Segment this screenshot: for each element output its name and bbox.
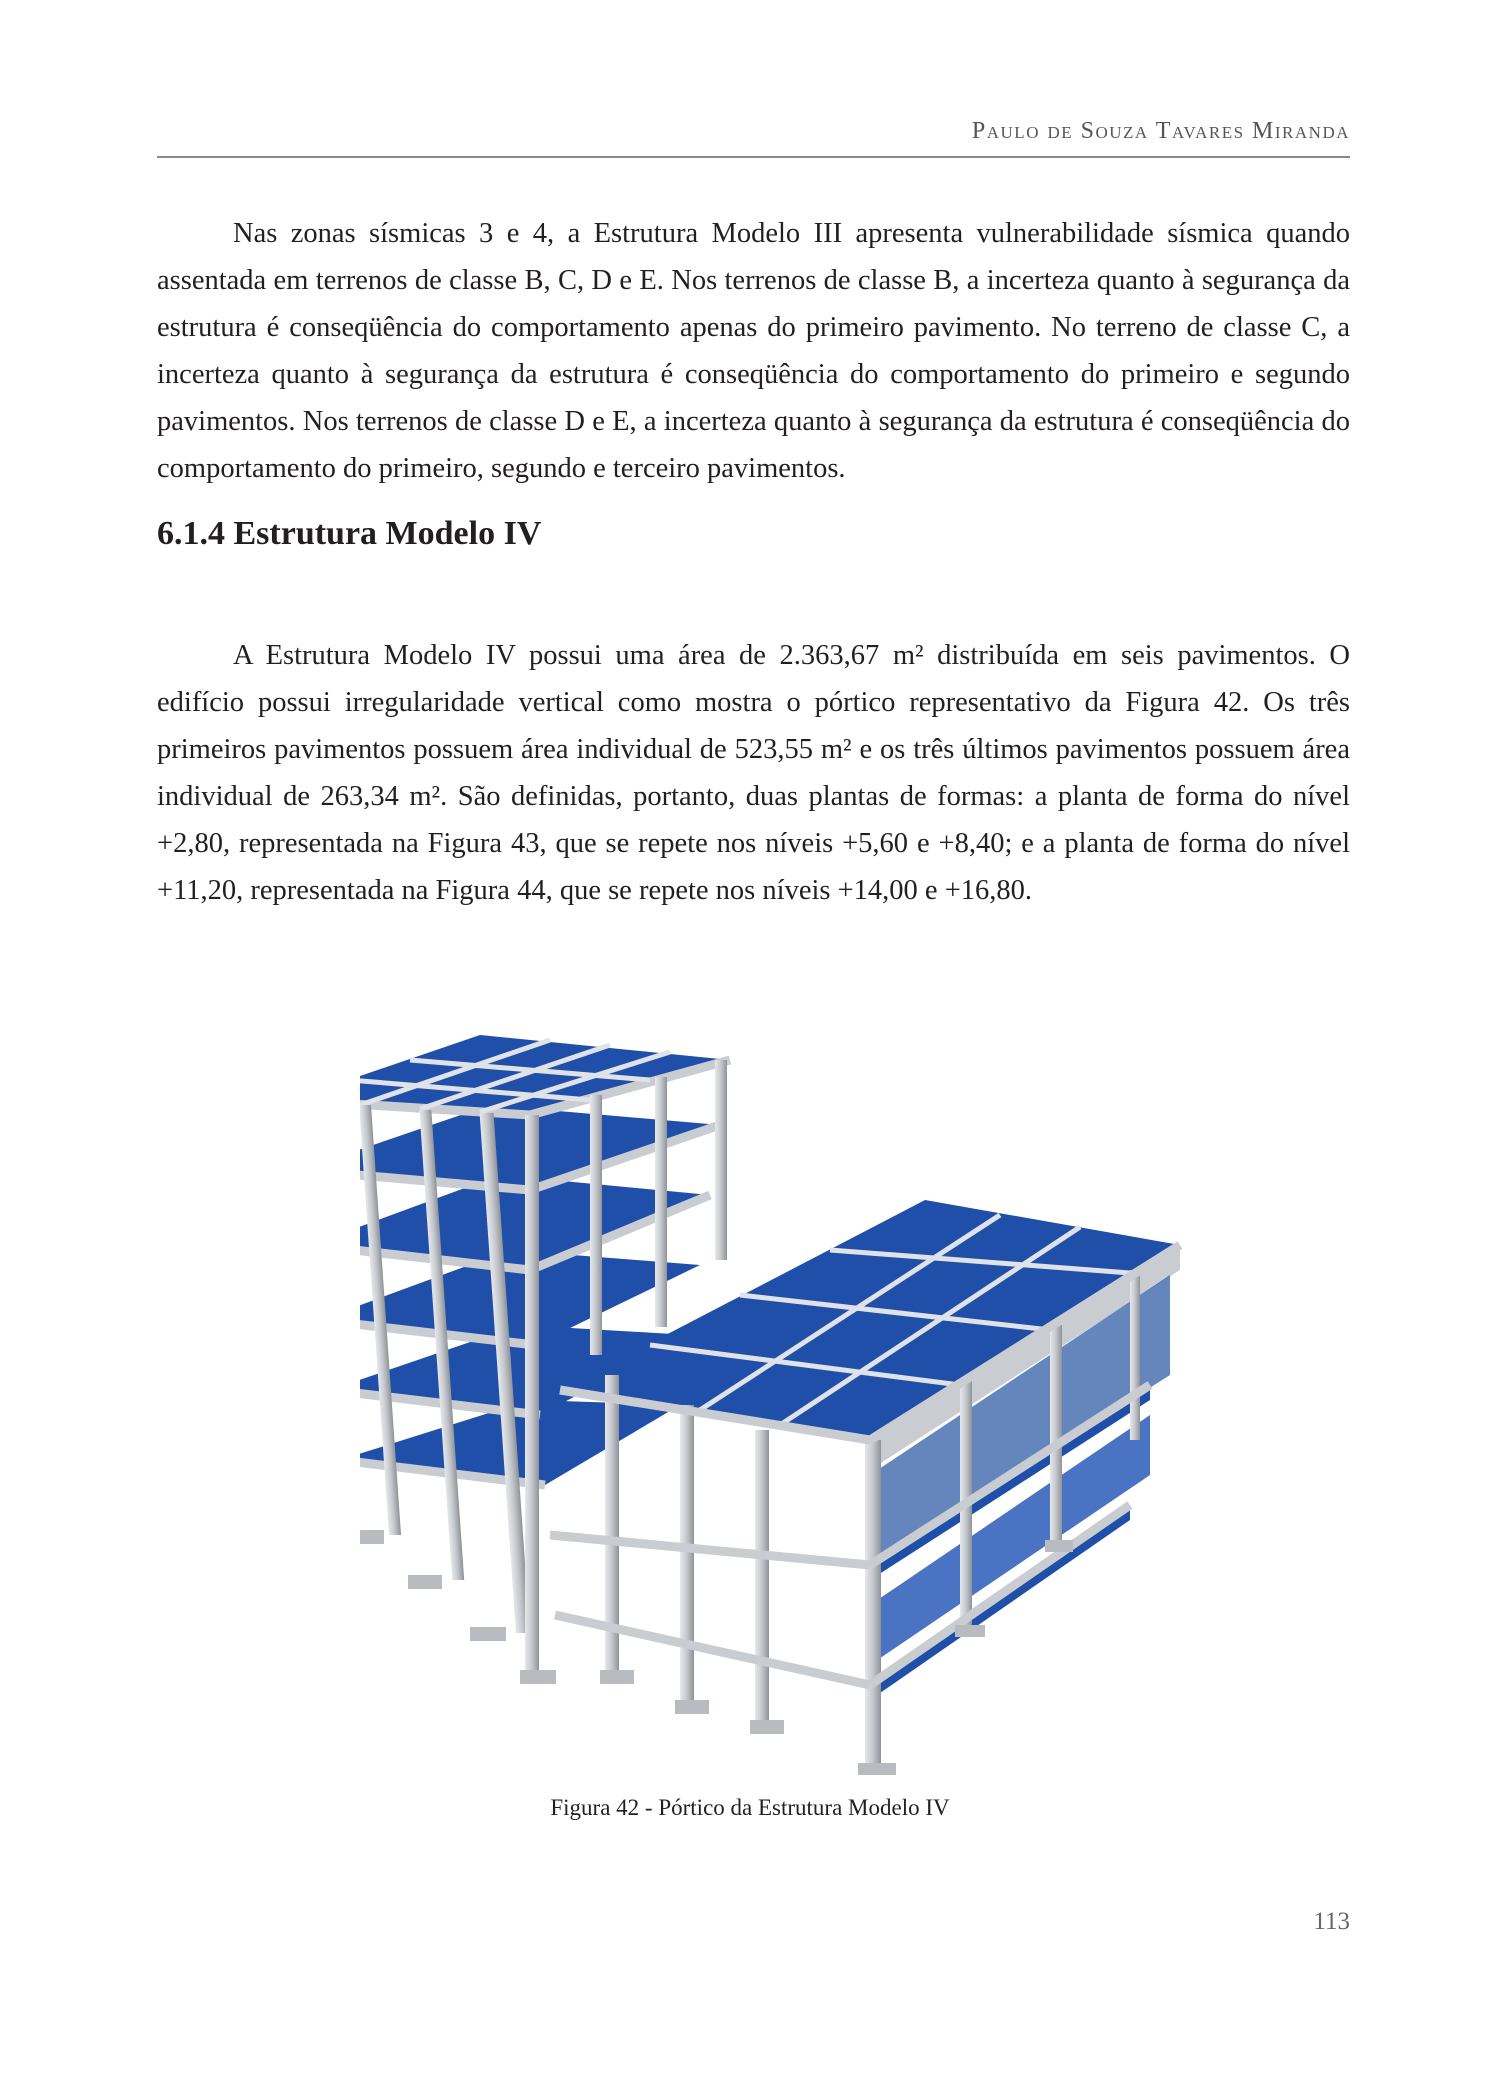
paragraph-1-block [157, 210, 1350, 492]
page-number: 113 [1313, 1908, 1350, 1935]
paragraph-1: Nas zonas sísmicas 3 e 4, a Estrutura Modelo III apresenta vulnerabilidade sísmica quando assentada em terrenos de classe B, C, D e E. Nos terrenos de classe B, a incerteza quanto à segurança da estrutura é conseqüência do comportamento apenas do primeiro pavimento. No terreno de classe C, a incerteza quanto à segurança da estrutura é conseqüência do comportamento do primeiro e segundo pavimentos. Nos terrenos de classe D e E, a incerteza quanto à segurança da estrutura é conseqüência do comportamento do primeiro, segundo e terceiro pavimentos. [157, 218, 1350, 484]
figure-caption: Figura 42 - Pórtico da Estrutura Modelo IV [550, 1795, 950, 1820]
structure-illustration [360, 1005, 1200, 1775]
header-author: Paulo de Souza Tavares Miranda [971, 118, 1350, 144]
section-heading: 6.1.4 Estrutura Modelo IV [157, 515, 542, 552]
running-header [157, 118, 1350, 160]
header-rule [157, 156, 1350, 158]
paragraph-2: A Estrutura Modelo IV possui uma área de 2.363,67 m² distribuída em seis pavimentos. O edifício possui irregularidade vertical como mostra o pórtico representativo da Figura 42. Os três primeiros pavimentos possuem área individual de 523,55 m² e os três últimos pavimentos possuem área individual de 263,34 m². São definidas, portanto, duas plantas de formas: a planta de forma do nível +2,80, representada na Figura 43, que se repete nos níveis +5,60 e +8,40; e a planta de forma do nível +11,20, representada na Figura 44, que se repete nos níveis +14,00 e +16,80. [157, 640, 1350, 906]
frame-figure [360, 1005, 1200, 1775]
paragraph-2-block [157, 632, 1350, 914]
